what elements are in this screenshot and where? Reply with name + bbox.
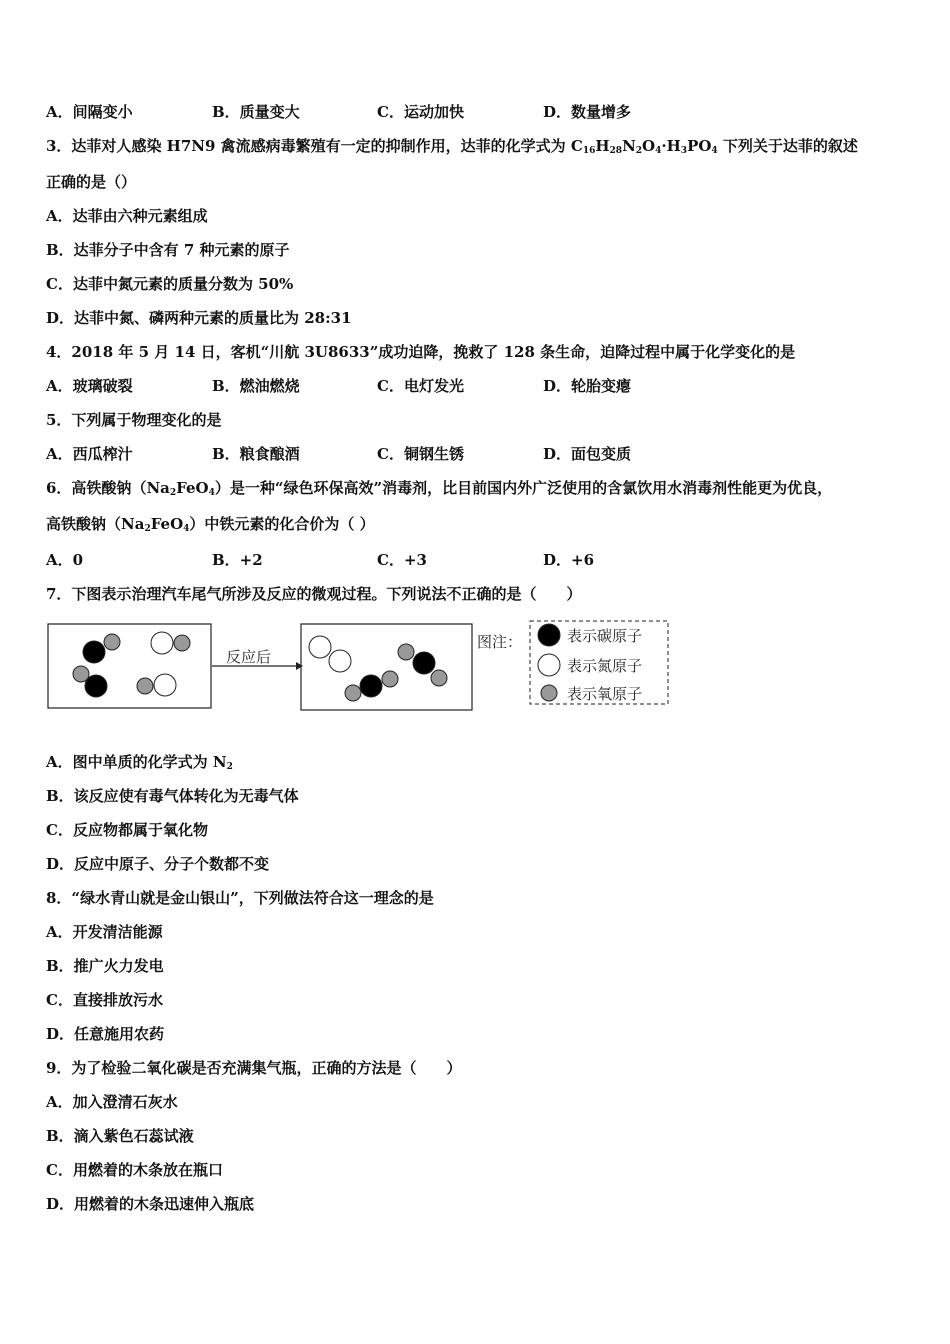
oxygen-atom [431, 670, 447, 686]
q3-stem: 3．达菲对人感染 H7N9 禽流感病毒繁殖有一定的抑制作用，达菲的化学式为 $C_{16}H_{28}N_2O_4\cdot H_3PO_4$ 下列关于达菲的叙述 [46, 137, 858, 156]
q7-option-a: A．图中单质的化学式为 $N_2$ [46, 753, 233, 772]
q3-option-b: B．达菲分子中含有 7 种元素的原子 [46, 241, 290, 259]
q6-option-a: A．0 [46, 551, 84, 569]
q5-option-d: D．面包变质 [543, 445, 632, 463]
carbon-atom [83, 641, 105, 663]
q9-option-d: D．用燃着的木条迅速伸入瓶底 [46, 1195, 255, 1213]
q8-option-c: C．直接排放污水 [46, 991, 163, 1009]
q2-option-a: A．间隔变小 [46, 103, 133, 121]
q9-option-c: C．用燃着的木条放在瓶口 [46, 1161, 223, 1179]
legend-nitrogen-label: 表示氮原子 [567, 657, 643, 675]
oxygen-atom [345, 685, 361, 701]
q4-option-b: B．燃油燃烧 [212, 377, 300, 395]
q3-option-a: A．达菲由六种元素组成 [46, 207, 208, 225]
q2-option-b: B．质量变大 [212, 103, 300, 121]
legend-nitrogen-icon [538, 654, 560, 676]
q8-stem: 8．“绿水青山就是金山银山”，下列做法符合这一理念的是 [46, 889, 434, 907]
q5-option-b: B．粮食酿酒 [212, 445, 300, 463]
nitrogen-atom [309, 636, 331, 658]
q7-option-c: C．反应物都属于氧化物 [46, 821, 208, 839]
nitrogen-atom [151, 632, 173, 654]
products-box [301, 624, 472, 710]
carbon-atom [360, 675, 382, 697]
q3-stem-line2: 正确的是（） [46, 173, 137, 191]
oxygen-atom [382, 671, 398, 687]
q4-option-a: A．玻璃破裂 [46, 377, 133, 395]
q2-option-c: C．运动加快 [377, 103, 464, 121]
legend-oxygen-label: 表示氧原子 [567, 685, 643, 703]
q3-option-d: D．达菲中氮、磷两种元素的质量比为 28:31 [46, 309, 352, 327]
q3-option-c: C．达菲中氮元素的质量分数为 50% [46, 275, 294, 293]
arrow-label: 反应后 [226, 648, 272, 666]
q5-option-a: A．西瓜榨汁 [46, 445, 133, 463]
q7-option-b: B．该反应使有毒气体转化为无毒气体 [46, 787, 299, 805]
arrow-head [296, 662, 303, 670]
q6-option-c: C．+3 [377, 551, 427, 569]
q2-option-d: D．数量增多 [543, 103, 632, 121]
q7-stem: 7．下图表示治理汽车尾气所涉及反应的微观过程。下列说法不正确的是（ ） [46, 585, 582, 603]
q6-stem: 6．高铁酸钠$(Na_2FeO_4)$是一种“绿色环保高效”消毒剂，比目前国内外广泛使用的含氯饮用水消毒剂性能更为优良， [46, 479, 833, 498]
q4-stem: 4．2018 年 5 月 14 日，客机“川航 3U8633”成功迫降，挽救了 128 条生命，迫降过程中属于化学变化的是 [46, 343, 796, 361]
q9-option-a: A．加入澄清石灰水 [46, 1093, 178, 1111]
q7-option-d: D．反应中原子、分子个数都不变 [46, 855, 270, 873]
carbon-atom [413, 652, 435, 674]
q4-option-c: C．电灯发光 [377, 377, 464, 395]
legend-carbon-icon [538, 624, 560, 646]
q6-option-d: D．+6 [543, 551, 595, 569]
legend-carbon-label: 表示碳原子 [567, 627, 643, 645]
carbon-atom [85, 675, 107, 697]
legend-title: 图注： [477, 633, 523, 651]
q8-option-b: B．推广火力发电 [46, 957, 164, 975]
q5-option-c: C．铜钢生锈 [377, 445, 464, 463]
reaction-diagram [46, 618, 676, 718]
q8-option-d: D．任意施用农药 [46, 1025, 165, 1043]
oxygen-atom [174, 635, 190, 651]
q6-option-b: B．+2 [212, 551, 263, 569]
nitrogen-atom [329, 650, 351, 672]
q9-stem: 9．为了检验二氧化碳是否充满集气瓶，正确的方法是（ ） [46, 1059, 462, 1077]
nitrogen-atom [154, 674, 176, 696]
q9-option-b: B．滴入紫色石蕊试液 [46, 1127, 194, 1145]
oxygen-atom [104, 634, 120, 650]
q4-option-d: D．轮胎变瘪 [543, 377, 632, 395]
oxygen-atom [137, 678, 153, 694]
legend-oxygen-icon [541, 685, 557, 701]
q8-option-a: A．开发清洁能源 [46, 923, 163, 941]
oxygen-atom [398, 644, 414, 660]
q5-stem: 5．下列属于物理变化的是 [46, 411, 222, 429]
q6-stem-line2: 高铁酸钠$(Na_2FeO_4)$中铁元素的化合价为（ ） [46, 515, 375, 534]
